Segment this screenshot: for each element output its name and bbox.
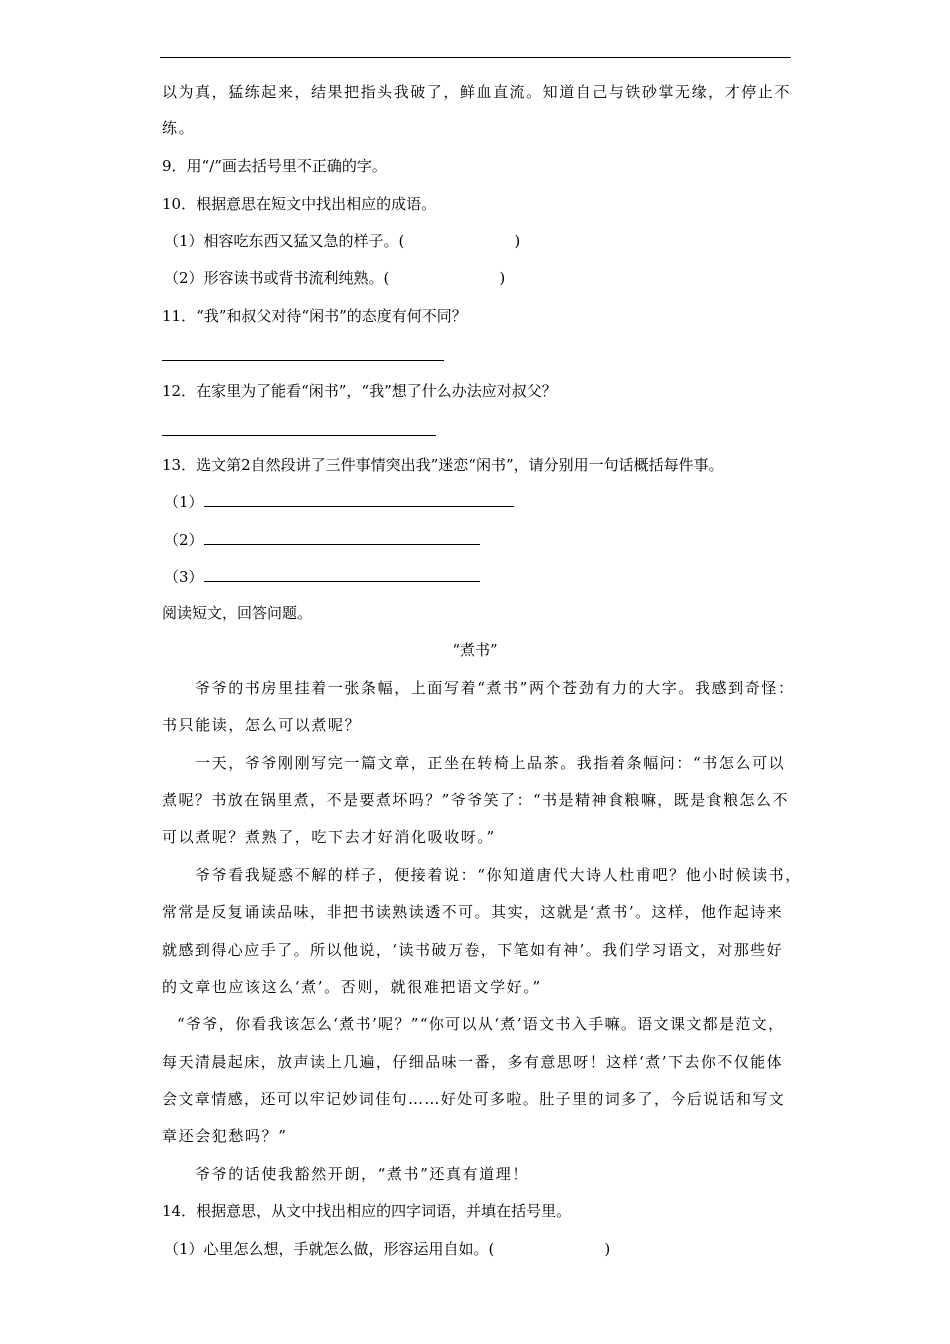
passage-p1-line1: 爷爷的书房里挂着一张条幅，上面写着“煮书”两个苍劲有力的大字。我感到奇怪： [195,679,795,697]
passage-p4-line4: 章还会犯愁吗？” [162,1127,288,1145]
passage-p2-line3: 可以煮呢？煮熟了，吃下去才好消化吸收呀。” [162,828,496,846]
passage-p2-line1: 一天，爷爷刚刚写完一篇文章，正坐在转椅上品茶。我指着条幅问：“书怎么可以 [195,754,786,772]
item-label: （2） [164,531,204,549]
passage1-line1: 以为真，猛练起来，结果把指头我破了，鲜血直流。知道自己与铁砂掌无缘，才停止不 [162,83,791,101]
passage-p3-line3: 就感到得心应手了。所以他说，‘读书破万卷，下笔如有神’。我们学习语文，对那些好 [162,941,784,959]
question-13-item-2 [164,530,480,550]
passage-p3-line2: 常常是反复诵读品味，非把书读熟读透不可。其实，这就是‘煮书’。这样，他作起诗来 [162,903,784,921]
question-12: 12．在家里为了能看“闲书”，“我”想了什么办法应对叔父？ [162,382,557,400]
passage-p3-line4: 的文章也应该这么‘煮’。否则，就很难把语文学好。” [162,978,542,996]
answer-line[interactable] [204,492,514,507]
question-10-item-1 [164,231,520,251]
close-paren: ) [499,269,506,287]
item-label: （3） [164,568,204,586]
answer-line-12[interactable] [162,435,436,436]
question-10-stem: 10．根据意思在短文中找出相应的成语。 [162,195,437,213]
header-rule [160,57,791,58]
question-14-item-1-text: （1）心里怎么想，手就怎么做，形容运用自如。( [164,1240,495,1258]
passage-p2-line2: 煮呢？书放在锅里煮，不是要煮坏吗？”爷爷笑了：“书是精神食粮嘛，既是食粮怎么不 [162,791,789,809]
close-paren: ) [604,1240,611,1258]
passage-p1-line2: 书只能读，怎么可以煮呢？ [162,716,362,734]
answer-line[interactable] [204,567,480,582]
passage-p4-line2: 每天清晨起床，放声读上几遍，仔细品味一番，多有意思呀！这样‘煮’下去你不仅能体 [162,1053,784,1071]
question-13-item-1 [164,492,514,512]
question-13-stem: 13．选文第2自然段讲了三件事情突出我”迷恋“闲书”，请分别用一句话概括每件事。 [162,456,724,474]
passage-p4-line1: “爷爷，你看我该怎么‘煮书’呢？”“你可以从‘煮’语文书入手嘛。语文课文都是范文， [177,1015,785,1033]
passage-p5-line1: 爷爷的话使我豁然开朗，“煮书”还真有道理！ [195,1165,529,1183]
question-10-item-1-text: （1）相容吃东西又猛又急的样子。( [164,232,405,250]
close-paren: ) [514,232,521,250]
passage-title: “煮书” [452,641,498,659]
question-14-item-1 [164,1239,610,1259]
question-14-stem: 14．根据意思，从文中找出相应的四字词语，并填在括号里。 [162,1202,572,1220]
passage-p4-line3: 会文章情感，还可以牢记妙词佳句……好处可多啦。肚子里的词多了，今后说话和写文 [162,1090,786,1108]
question-10-item-2 [164,268,505,288]
answer-line-11[interactable] [162,360,444,361]
passage1-line2: 练。 [162,119,196,137]
reading-instruction: 阅读短文，回答问题。 [162,604,313,622]
item-label: （1） [164,493,204,511]
question-10-item-2-text: （2）形容读书或背书流利纯熟。( [164,269,390,287]
question-11: 11．“我”和叔父对待“闲书”的态度有何不同？ [162,307,467,325]
question-13-item-3 [164,567,480,587]
question-9: 9．用“/”画去括号里不正确的字。 [162,157,387,175]
answer-line[interactable] [204,530,480,545]
passage-p3-line1: 爷爷看我疑惑不解的样子，便接着说：“你知道唐代大诗人杜甫吧？他小时候读书， [195,866,802,884]
